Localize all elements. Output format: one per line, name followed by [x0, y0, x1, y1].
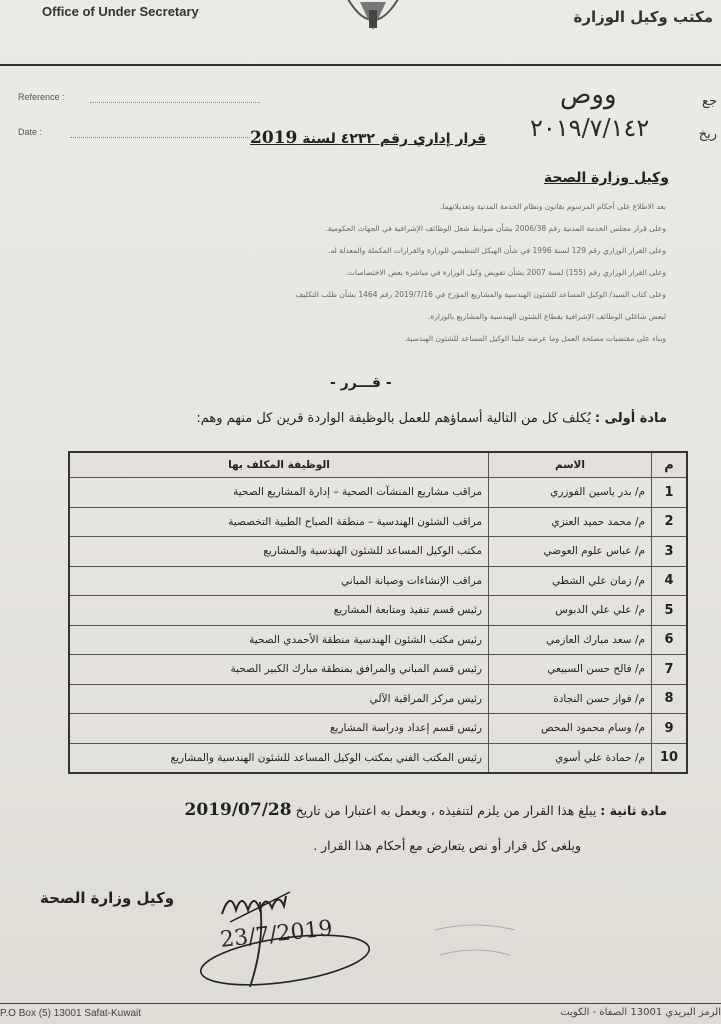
reference-dotted-line — [90, 102, 260, 103]
row-number: 8 — [652, 684, 688, 714]
recital-item: وعلى القرار الوزاري رقم (155) لسنة 2007 بشأن تفويض وكيل الوزارة في مباشرة بعض الاختصاصات. — [345, 268, 666, 277]
recital-item: وعلى القرار الوزاري رقم 129 لسنة 1996 في شأن الهيكل التنظيمي للوزارة والقرارات المكملة والمعدلة له. — [328, 246, 666, 255]
assigned-job: رئيس مكتب الشئون الهندسية منطقة الأحمدي الصحية — [69, 625, 489, 655]
employee-name: م/ علي علي الدبوس — [489, 596, 652, 626]
row-number: 9 — [652, 714, 688, 744]
faded-stamp-icon — [430, 915, 520, 975]
row-number: 4 — [652, 566, 688, 596]
article-two-label: مادة ثانية : — [600, 803, 667, 818]
column-header-no: م — [652, 452, 688, 478]
employee-name: م/ زمان علي الشطي — [489, 566, 652, 596]
recital-item: وعلى كتاب السيد/ الوكيل المساعد للشئون الهندسية والمشاريع المؤرخ في 2019/7/16 رقم 1464 بشأن طلب التكليف — [295, 290, 666, 299]
effective-date: 2019/07/28 — [184, 800, 292, 820]
assigned-job: رئيس قسم تنفيذ ومتابعة المشاريع — [69, 596, 489, 626]
date-label: Date : — [18, 127, 43, 137]
assigned-job: رئيس المكتب الفني بمكتب الوكيل المساعد للشئون الهندسية والمشاريع — [69, 743, 489, 773]
article-two-text: يبلغ هذا القرار من يلزم لتنفيذه ، ويعمل به اعتبارا من تاريخ — [295, 803, 597, 818]
assigned-job: مراقب مشاريع المنشآت الصحية – إدارة المشاريع الصحية — [69, 478, 489, 508]
table-row — [69, 566, 687, 596]
table-row — [69, 478, 687, 508]
footer-divider — [0, 1003, 721, 1004]
date-label-ar: ريخ — [698, 127, 717, 142]
reference-value: ووص — [560, 80, 617, 110]
employee-name: م/ سعد مبارك العازمي — [489, 625, 652, 655]
row-number: 1 — [652, 478, 688, 508]
article-two-continuation: ويلغى كل قرار أو نص يتعارض مع أحكام هذا القرار . — [313, 838, 581, 853]
date-value: ٢٠١٩/٧/١٤٢ — [530, 114, 650, 142]
assigned-job: رئيس قسم المباني والمرافق بمنطقة مبارك الكبير الصحية — [69, 655, 489, 685]
recital-item: وعلى قرار مجلس الخدمة المدنية رقم 2006/38 بشأن ضوابط شغل الوظائف الإشرافية في الجهات الحكومية. — [325, 224, 666, 233]
employee-name: م/ حمادة علي أسوي — [489, 743, 652, 773]
footer-address-en: P.O Box (5) 13001 Safat-Kuwait — [0, 1008, 142, 1019]
recital-item: بعد الاطلاع على أحكام المرسوم بقانون ونظام الخدمة المدنية وتعديلاتهما. — [439, 202, 666, 211]
table-row — [69, 507, 687, 537]
table-row — [69, 625, 687, 655]
decision-title-text: قرار إداري رقم ٤٢٣٢ لسنة — [302, 131, 487, 147]
reference-label-ar: جع — [702, 94, 717, 109]
employee-name: م/ فواز حسن النجادة — [489, 684, 652, 714]
row-number: 3 — [652, 537, 688, 567]
assignments-table — [68, 451, 688, 774]
table-row — [69, 743, 687, 773]
row-number: 7 — [652, 655, 688, 685]
row-number: 10 — [652, 743, 688, 773]
signatory-title: وكيل وزارة الصحة — [40, 889, 175, 907]
table-row — [69, 537, 687, 567]
assigned-job: رئيس مركز المراقبة الآلي — [69, 684, 489, 714]
assigned-job: مكتب الوكيل المساعد للشئون الهندسية والمشاريع — [69, 537, 489, 567]
employee-name: م/ محمد حميد العنزي — [489, 507, 652, 537]
article-one — [196, 411, 667, 426]
date-dotted-line — [70, 137, 250, 138]
kuwait-emblem-icon — [338, 0, 408, 46]
authority-title: وكيل وزارة الصحة — [543, 170, 669, 186]
employee-name: م/ بدر ياسين الفوزري — [489, 478, 652, 508]
table-row — [69, 596, 687, 626]
assigned-job: مراقب الإنشاءات وصيانة المباني — [69, 566, 489, 596]
office-title-en: Office of Under Secretary — [42, 4, 199, 19]
recital-item: لبعض شاغلي الوظائف الإشرافية بقطاع الشئون الهندسية والمشاريع بالوزارة. — [427, 312, 666, 321]
table-row — [69, 655, 687, 685]
resolution-heading: - قـــرر - — [330, 375, 392, 391]
table-row — [69, 684, 687, 714]
recital-item: وبناء على مقتضيات مصلحة العمل وما عرضه علينا الوكيل المساعد للشئون الهندسية. — [404, 334, 666, 343]
footer-address-ar: الرمز البريدي 13001 الصفاة - الكويت — [560, 1007, 721, 1018]
office-title-ar: مكتب وكيل الوزارة — [573, 8, 713, 26]
decision-year: 2019 — [250, 128, 298, 148]
article-two — [185, 800, 667, 820]
row-number: 2 — [652, 507, 688, 537]
employee-name: م/ فالح حسن السبيعي — [489, 655, 652, 685]
article-one-text: يُكلف كل من التالية أسماؤهم للعمل بالوظيفة الواردة قرين كل منهم وهم: — [196, 411, 591, 426]
reference-label: Reference : — [18, 92, 65, 102]
table-row — [69, 714, 687, 744]
decision-title — [250, 128, 486, 148]
table-header-row — [69, 452, 687, 478]
header-divider — [0, 64, 721, 66]
assigned-job: مراقب الشئون الهندسية – منطقة الصباح الطبية التخصصية — [69, 507, 489, 537]
recitals-list — [196, 196, 666, 350]
column-header-name: الاسم — [489, 452, 652, 478]
assigned-job: رئيس قسم إعداد ودراسة المشاريع — [69, 714, 489, 744]
signature-date: 23/7/2019 — [219, 916, 334, 953]
row-number: 6 — [652, 625, 688, 655]
employee-name: م/ وسام محمود المحص — [489, 714, 652, 744]
employee-name: م/ عباس علوم العوضي — [489, 537, 652, 567]
row-number: 5 — [652, 596, 688, 626]
column-header-job: الوظيفة المكلف بها — [69, 452, 489, 478]
article-one-label: مادة أولى : — [594, 411, 667, 426]
